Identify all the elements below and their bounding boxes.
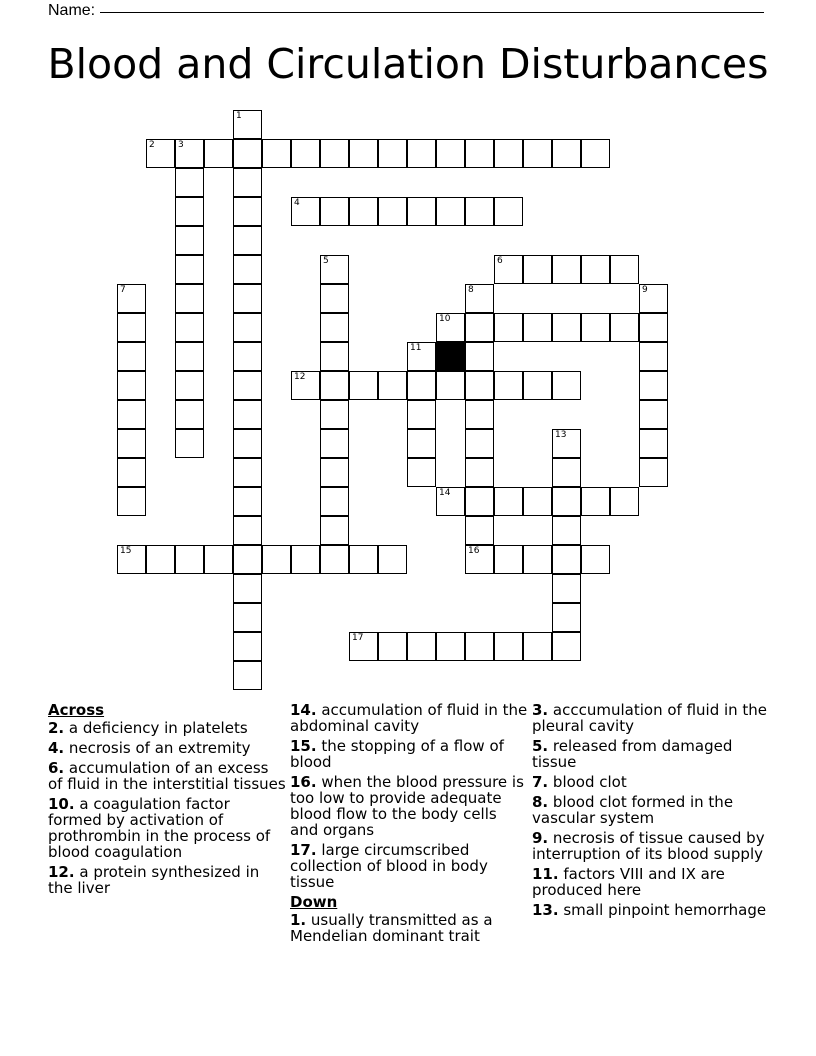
grid-cell[interactable]: [320, 516, 349, 545]
grid-cell[interactable]: [349, 371, 378, 400]
grid-cell[interactable]: [175, 429, 204, 458]
grid-cell[interactable]: [233, 197, 262, 226]
grid-cell[interactable]: [378, 371, 407, 400]
grid-cell-number: 7: [120, 285, 126, 295]
clue-down-1: 1. usually transmitted as a Mendelian dominant trait: [290, 911, 493, 945]
grid-cell[interactable]: [175, 226, 204, 255]
grid-cell[interactable]: [465, 342, 494, 371]
grid-cell[interactable]: [320, 284, 349, 313]
grid-cell[interactable]: [117, 545, 146, 574]
grid-cell[interactable]: [552, 313, 581, 342]
grid-cell[interactable]: [552, 371, 581, 400]
grid-cell[interactable]: [523, 371, 552, 400]
grid-cell-number: 15: [120, 546, 132, 556]
grid-cell[interactable]: [175, 545, 204, 574]
grid-cell[interactable]: [407, 429, 436, 458]
across-heading: Across: [48, 701, 105, 719]
grid-cell[interactable]: [320, 255, 349, 284]
grid-cell[interactable]: [320, 197, 349, 226]
grid-cell[interactable]: [175, 197, 204, 226]
grid-cell[interactable]: [552, 458, 581, 487]
grid-cell[interactable]: [552, 574, 581, 603]
grid-cell[interactable]: [494, 371, 523, 400]
grid-cell[interactable]: [465, 400, 494, 429]
grid-cell[interactable]: [581, 487, 610, 516]
grid-cell[interactable]: [465, 313, 494, 342]
grid-cell[interactable]: [349, 632, 378, 661]
grid-cell[interactable]: [494, 197, 523, 226]
grid-cell[interactable]: [233, 632, 262, 661]
grid-cell-number: 12: [294, 372, 306, 382]
grid-cell-number: 13: [555, 430, 567, 440]
grid-cell[interactable]: [639, 400, 668, 429]
grid-cell[interactable]: [233, 110, 262, 139]
grid-cell[interactable]: [378, 545, 407, 574]
grid-cell[interactable]: [407, 400, 436, 429]
grid-cell[interactable]: [320, 545, 349, 574]
grid-cell[interactable]: [494, 255, 523, 284]
grid-cell[interactable]: [465, 516, 494, 545]
grid-cell[interactable]: [436, 487, 465, 516]
grid-cell[interactable]: [117, 342, 146, 371]
grid-cell[interactable]: [233, 603, 262, 632]
grid-cell[interactable]: [639, 313, 668, 342]
grid-cell[interactable]: [233, 458, 262, 487]
grid-cell[interactable]: [494, 139, 523, 168]
clue-down-7: 7. blood clot: [532, 773, 627, 791]
grid-cell[interactable]: [233, 574, 262, 603]
grid-cell[interactable]: [465, 429, 494, 458]
grid-cell-number: 11: [410, 343, 422, 353]
grid-cell[interactable]: [233, 487, 262, 516]
grid-cell[interactable]: [291, 139, 320, 168]
grid-cell[interactable]: [581, 545, 610, 574]
clue-across-16: 16. when the blood pressure is too low to provide adequate blood flow to the body cells and organs: [290, 773, 524, 839]
grid-cell[interactable]: [175, 342, 204, 371]
grid-cell[interactable]: [175, 313, 204, 342]
grid-cell-number: 10: [439, 314, 451, 324]
grid-cell[interactable]: [291, 197, 320, 226]
grid-cell[interactable]: [552, 603, 581, 632]
grid-cell[interactable]: [407, 632, 436, 661]
grid-cell[interactable]: [407, 458, 436, 487]
grid-cell[interactable]: [465, 139, 494, 168]
clue-down-3: 3. acccumulation of fluid in the pleural cavity: [532, 701, 768, 735]
grid-cell[interactable]: [233, 371, 262, 400]
grid-cell[interactable]: [523, 255, 552, 284]
clues-column-1: [48, 700, 286, 900]
clue-across-6: 6. accumulation of an excess of fluid in the interstitial tissues: [48, 759, 286, 793]
grid-cell[interactable]: [175, 371, 204, 400]
grid-cell[interactable]: [117, 313, 146, 342]
grid-cell[interactable]: [175, 255, 204, 284]
grid-cell-number: 1: [236, 111, 242, 121]
grid-cell[interactable]: [581, 313, 610, 342]
grid-cell[interactable]: [465, 371, 494, 400]
grid-cell[interactable]: [639, 284, 668, 313]
grid-cell[interactable]: [233, 400, 262, 429]
grid-cell[interactable]: [523, 545, 552, 574]
grid-cell[interactable]: [639, 458, 668, 487]
grid-cell[interactable]: [320, 400, 349, 429]
grid-cell[interactable]: [378, 632, 407, 661]
grid-cell[interactable]: [552, 429, 581, 458]
clue-down-13: 13. small pinpoint hemorrhage: [532, 901, 767, 919]
grid-cell-number: 6: [497, 256, 503, 266]
grid-cell[interactable]: [523, 139, 552, 168]
name-label: Name:: [48, 2, 96, 19]
grid-cell-number: 3: [178, 140, 184, 150]
grid-cell[interactable]: [581, 255, 610, 284]
clue-across-12: 12. a protein synthesized in the liver: [48, 863, 260, 897]
grid-cell[interactable]: [233, 255, 262, 284]
grid-cell[interactable]: [523, 487, 552, 516]
grid-cell[interactable]: [523, 313, 552, 342]
grid-cell[interactable]: [552, 545, 581, 574]
grid-cell[interactable]: [465, 458, 494, 487]
grid-cell[interactable]: [233, 342, 262, 371]
grid-cell[interactable]: [233, 139, 262, 168]
page-title: Blood and Circulation Disturbances: [47, 40, 769, 88]
clue-down-5: 5. released from damaged tissue: [532, 737, 733, 771]
grid-cell[interactable]: [552, 255, 581, 284]
grid-cell[interactable]: [291, 545, 320, 574]
grid-cell-number: 2: [149, 140, 155, 150]
grid-cell[interactable]: [436, 313, 465, 342]
grid-cell[interactable]: [233, 226, 262, 255]
grid-cell[interactable]: [117, 400, 146, 429]
grid-cell[interactable]: [494, 632, 523, 661]
grid-cell[interactable]: [581, 139, 610, 168]
grid-cell[interactable]: [320, 139, 349, 168]
grid-cell[interactable]: [117, 458, 146, 487]
grid-cell[interactable]: [465, 632, 494, 661]
grid-cell[interactable]: [436, 139, 465, 168]
grid-cell[interactable]: [262, 139, 291, 168]
grid-cell[interactable]: [407, 197, 436, 226]
grid-cell[interactable]: [320, 342, 349, 371]
grid-cell[interactable]: [436, 197, 465, 226]
grid-cell[interactable]: [465, 487, 494, 516]
grid-cell[interactable]: [639, 342, 668, 371]
grid-cell[interactable]: [117, 487, 146, 516]
clue-across-17: 17. large circumscribed collection of blood in body tissue: [290, 841, 488, 891]
grid-cell[interactable]: [407, 139, 436, 168]
grid-cell[interactable]: [639, 429, 668, 458]
grid-cell[interactable]: [407, 342, 436, 371]
grid-cell[interactable]: [378, 197, 407, 226]
clue-down-9: 9. necrosis of tissue caused by interruption of its blood supply: [532, 829, 765, 863]
grid-cell[interactable]: [291, 371, 320, 400]
grid-cell[interactable]: [320, 371, 349, 400]
grid-cell[interactable]: [146, 545, 175, 574]
grid-cell[interactable]: [146, 139, 175, 168]
grid-cell[interactable]: [233, 545, 262, 574]
grid-cell-number: 5: [323, 256, 329, 266]
clues-column-3: [532, 700, 770, 922]
grid-cell[interactable]: [175, 139, 204, 168]
grid-cell[interactable]: [262, 545, 291, 574]
clue-down-8: 8. blood clot formed in the vascular system: [532, 793, 734, 827]
grid-cell[interactable]: [320, 458, 349, 487]
grid-cell[interactable]: [465, 197, 494, 226]
grid-cell[interactable]: [320, 487, 349, 516]
grid-cell-number: 17: [352, 633, 364, 643]
grid-cell[interactable]: [436, 371, 465, 400]
clue-across-15: 15. the stopping of a flow of blood: [290, 737, 504, 771]
grid-cell[interactable]: [552, 487, 581, 516]
grid-cell[interactable]: [320, 429, 349, 458]
down-heading: Down: [290, 893, 338, 911]
grid-cell[interactable]: [204, 545, 233, 574]
grid-cell[interactable]: [523, 632, 552, 661]
grid-cell[interactable]: [349, 139, 378, 168]
grid-cell[interactable]: [349, 545, 378, 574]
grid-cell[interactable]: [175, 284, 204, 313]
clue-down-11: 11. factors VIII and IX are produced here: [532, 865, 725, 899]
grid-cell[interactable]: [465, 284, 494, 313]
grid-cell[interactable]: [378, 139, 407, 168]
grid-cell-number: 4: [294, 198, 300, 208]
clue-across-14: 14. accumulation of fluid in the abdominal cavity: [290, 701, 528, 735]
grid-cell[interactable]: [233, 516, 262, 545]
grid-cell[interactable]: [117, 371, 146, 400]
clue-across-10: 10. a coagulation factor formed by activation of prothrombin in the process of blood coagulation: [48, 795, 271, 861]
grid-cell[interactable]: [233, 168, 262, 197]
grid-cell-number: 16: [468, 546, 480, 556]
clue-across-4: 4. necrosis of an extremity: [48, 739, 251, 757]
grid-cell[interactable]: [233, 313, 262, 342]
grid-cell[interactable]: [494, 487, 523, 516]
grid-block: [436, 342, 465, 371]
grid-cell[interactable]: [175, 168, 204, 197]
grid-cell[interactable]: [117, 284, 146, 313]
grid-cell[interactable]: [233, 661, 262, 690]
grid-cell[interactable]: [552, 632, 581, 661]
grid-cell-number: 8: [468, 285, 474, 295]
grid-cell[interactable]: [233, 284, 262, 313]
grid-cell[interactable]: [639, 371, 668, 400]
clue-across-2: 2. a deficiency in platelets: [48, 719, 248, 737]
grid-cell[interactable]: [117, 429, 146, 458]
grid-cell[interactable]: [610, 313, 639, 342]
grid-cell[interactable]: [494, 545, 523, 574]
grid-cell[interactable]: [610, 255, 639, 284]
grid-cell[interactable]: [233, 429, 262, 458]
grid-cell[interactable]: [349, 197, 378, 226]
grid-cell-number: 14: [439, 488, 451, 498]
grid-cell[interactable]: [175, 400, 204, 429]
grid-cell-number: 9: [642, 285, 648, 295]
grid-cell[interactable]: [552, 516, 581, 545]
clues-column-2: [290, 700, 528, 948]
grid-cell[interactable]: [552, 139, 581, 168]
grid-cell[interactable]: [204, 139, 233, 168]
grid-cell[interactable]: [436, 632, 465, 661]
grid-cell[interactable]: [610, 487, 639, 516]
grid-cell[interactable]: [494, 313, 523, 342]
grid-cell[interactable]: [320, 313, 349, 342]
grid-cell[interactable]: [465, 545, 494, 574]
grid-cell[interactable]: [407, 371, 436, 400]
